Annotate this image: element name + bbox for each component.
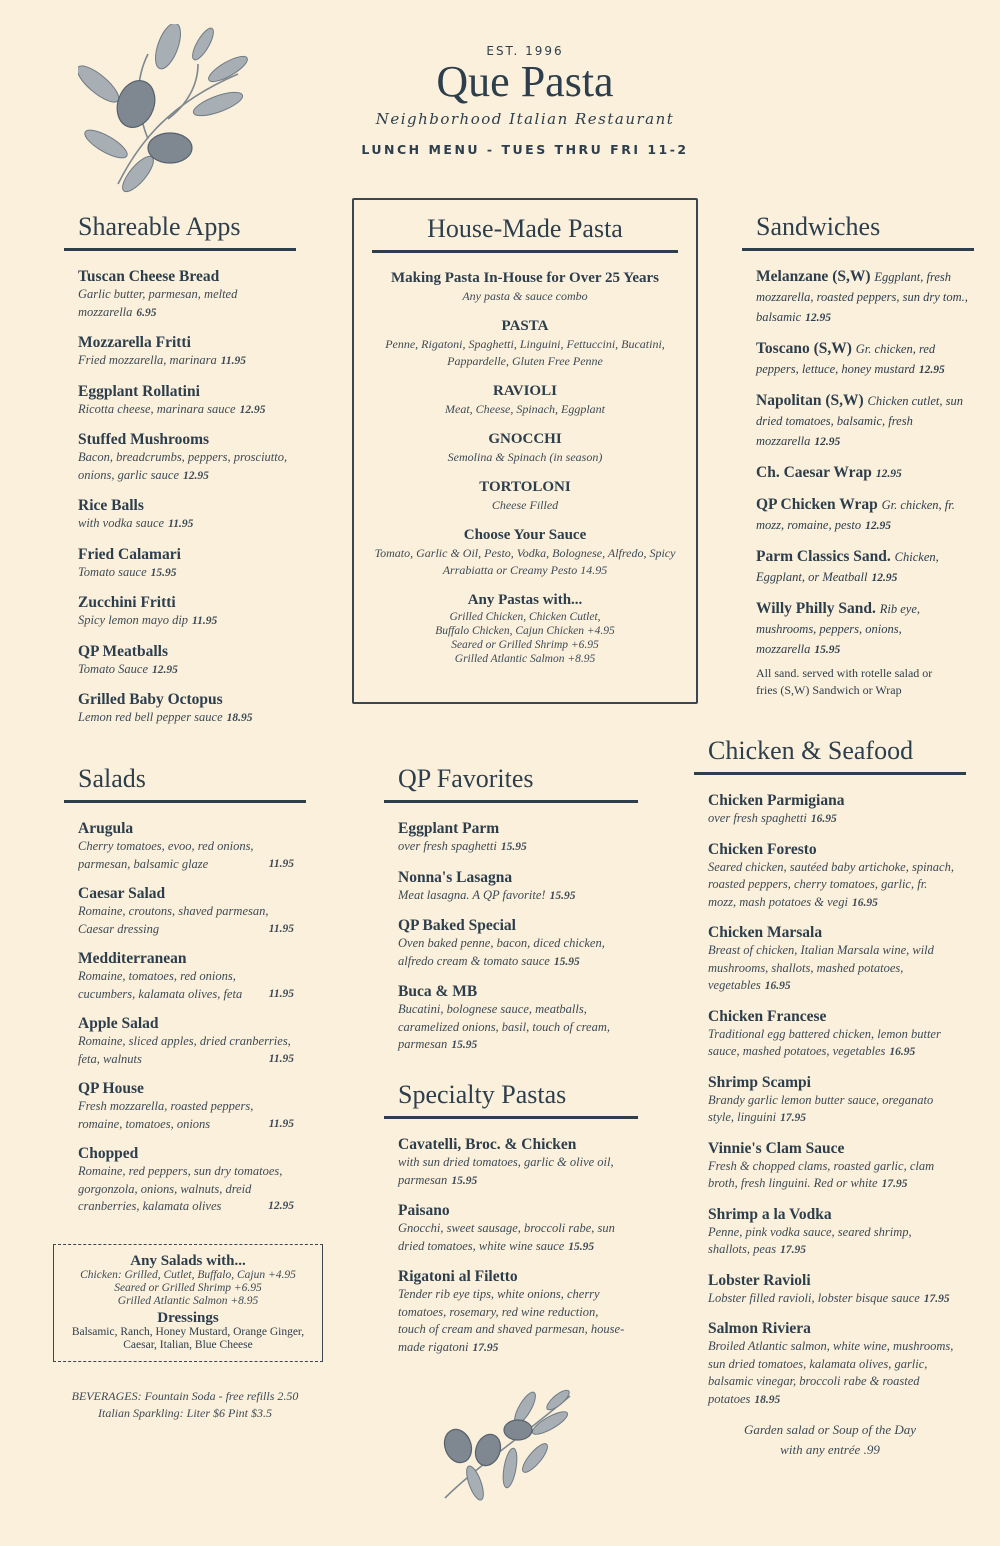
menu-item [78, 819, 294, 873]
item-price: 11.95 [268, 1052, 294, 1065]
item-price: 17.95 [881, 1178, 908, 1190]
item-name: Ch. Caesar Wrap [756, 464, 872, 481]
menu-item [78, 496, 296, 534]
menu-item [78, 545, 296, 583]
item-name: Grilled Baby Octopus [78, 691, 223, 708]
salads-title: Salads [64, 764, 306, 803]
pasta-block-heading: TORTOLONI [479, 479, 571, 495]
item-price: 16.95 [889, 1046, 916, 1058]
beverages-line: Italian Sparkling: Liter $6 Pint $3.5 [98, 1406, 272, 1420]
item-name: Zucchini Fritti [78, 594, 176, 611]
pasta-block [372, 526, 678, 579]
item-name: Cavatelli, Broc. & Chicken [398, 1136, 577, 1153]
item-description: Fresh & chopped clams, roasted garlic, clam broth, fresh linguini. Red or white [708, 1158, 935, 1190]
item-description: Tomato Sauce [78, 661, 149, 676]
item-description: Romaine, croutons, shaved parmesan, Caesar dressing [78, 904, 269, 936]
item-name: Salmon Riviera [708, 1320, 811, 1337]
item-name: Parm Classics Sand. [756, 548, 891, 565]
item-description: Chicken, Eggplant, or Meatball [756, 550, 939, 584]
item-name: Apple Salad [78, 1015, 159, 1032]
menu-item [398, 868, 628, 906]
item-name: QP Meatballs [78, 642, 168, 660]
item-description: Bucatini, bolognese sauce, meatballs, caramelized onions, basil, touch of cream, parmesan [398, 1002, 611, 1051]
addon-line: Caesar, Italian, Blue Cheese [123, 1339, 253, 1351]
pasta-block-heading: PASTA [501, 318, 549, 334]
item-description: Romaine, tomatoes, red onions, cucumbers, kalamata olives, feta [78, 969, 243, 1001]
beverages-line: BEVERAGES: Fountain Soda - free refills 2.50 [71, 1389, 299, 1403]
menu-item [756, 599, 968, 660]
menu-item [756, 339, 968, 380]
item-price: 15.95 [150, 566, 177, 579]
item-name: Mozzarella Fritti [78, 334, 191, 351]
item-name: Chicken Marsala [708, 924, 823, 941]
item-name: Chicken Francese [708, 1007, 827, 1025]
item-price: 11.95 [220, 355, 247, 367]
menu-item [398, 916, 628, 971]
menu-item [78, 593, 296, 631]
item-price: 15.95 [451, 1174, 478, 1187]
item-description: Romaine, sliced apples, dried cranberries, feta, walnuts [78, 1034, 291, 1066]
item-name: Tuscan Cheese Bread [78, 268, 220, 285]
item-description: Traditional egg battered chicken, lemon butter sauce, mashed potatoes, vegetables [708, 1026, 941, 1058]
item-price: 15.95 [500, 841, 527, 853]
item-price: 18.95 [754, 1393, 781, 1406]
favorites-section [384, 764, 638, 1066]
menu-item [708, 840, 954, 913]
pasta-block-desc: Cheese Filled [491, 498, 559, 512]
menu-item [398, 982, 628, 1055]
item-name: Medditerranean [78, 950, 187, 967]
menu-item [398, 819, 628, 857]
item-name: Willy Philly Sand. [756, 600, 876, 617]
addon-line: Grilled Chicken, Chicken Cutlet, [449, 611, 601, 623]
item-name: Chopped [78, 1145, 139, 1162]
item-price: 11.95 [268, 987, 294, 1000]
menu-item [756, 391, 968, 452]
item-description: Penne, pink vodka sauce, seared shrimp, shallots, peas [708, 1224, 912, 1256]
restaurant-name: Que Pasta [436, 57, 614, 106]
item-name: Napolitan (S,W) [756, 392, 864, 409]
addon-line: Buffalo Chicken, Cajun Chicken +4.95 [435, 625, 615, 637]
item-description: Gnocchi, sweet sausage, broccoli rabe, sun dried tomatoes, white wine sauce [398, 1221, 615, 1253]
pasta-addons-heading: Any Pastas with... [467, 592, 583, 608]
item-description: Rib eye, mushrooms, peppers, onions, mozzarella [756, 602, 921, 656]
pasta-block-heading: Choose Your Sauce [463, 527, 587, 543]
menu-item [78, 333, 296, 371]
item-price: 12.95 [918, 364, 945, 376]
item-price: 12.95 [183, 469, 209, 482]
favorites-title: QP Favorites [384, 764, 638, 803]
restaurant-tagline: Neighborhood Italian Restaurant [375, 110, 675, 128]
item-description: Spicy lemon mayo dip [78, 613, 189, 627]
menu-item [78, 690, 296, 728]
menu-item [78, 267, 296, 322]
item-name: Paisano [398, 1202, 450, 1219]
pasta-intro-desc: Any pasta & sauce combo [462, 289, 588, 303]
menu-item [78, 430, 296, 485]
menu-item [708, 791, 954, 829]
chicken-seafood-section [694, 736, 966, 1460]
item-description: Gr. chicken, fr. mozz, romaine, pesto [756, 498, 955, 532]
menu-item [78, 1014, 294, 1068]
item-name: Shrimp Scampi [708, 1073, 811, 1091]
item-price: 18.95 [226, 712, 253, 724]
item-name: Chicken Parmigiana [708, 792, 845, 809]
addon-line: Grilled Atlantic Salmon +8.95 [117, 1295, 259, 1307]
item-name: Buca & MB [398, 983, 478, 1000]
item-description: Tomato sauce [78, 564, 147, 579]
item-description: Cherry tomatoes, evoo, red onions, parmesan, balsamic glaze [78, 839, 254, 871]
item-price: 17.95 [472, 1341, 499, 1354]
menu-item [398, 1135, 628, 1190]
item-description: Eggplant, fresh mozzarella, roasted peppers, sun dry tom., balsamic [756, 270, 968, 324]
item-price: 11.95 [268, 922, 294, 935]
pasta-block [372, 478, 678, 514]
specialty-section [384, 1080, 638, 1368]
addon-line: Chicken: Grilled, Cutlet, Buffalo, Cajun +4.95 [80, 1269, 296, 1281]
item-description: Garlic butter, parmesan, melted mozzarella [78, 287, 238, 319]
shareable-apps-section [64, 212, 296, 739]
item-name: Fried Calamari [78, 545, 181, 563]
item-name: QP House [78, 1080, 144, 1097]
item-name: QP Baked Special [398, 917, 516, 934]
entree-note: Garden salad or Soup of the Day [743, 1422, 917, 1437]
dressings-heading: Dressings [157, 1310, 219, 1326]
item-name: Nonna's Lasagna [398, 868, 513, 886]
item-price: 11.95 [268, 857, 294, 870]
item-price: 12.95 [814, 436, 841, 448]
menu-item [756, 547, 968, 588]
menu-hours: LUNCH MENU - TUES THRU FRI 11-2 [361, 142, 689, 157]
pasta-block [372, 317, 678, 370]
item-description: Bacon, breadcrumbs, peppers, prosciutto, onions, garlic sauce [78, 450, 288, 482]
item-description: over fresh spaghetti [708, 811, 807, 825]
pasta-block [372, 382, 678, 418]
item-description: over fresh spaghetti [398, 839, 497, 853]
menu-item [756, 463, 968, 484]
item-description: Broiled Atlantic salmon, white wine, mushrooms, sun dried tomatoes, kalamata olives, garlic, balsamic vinegar, broccoli rabe & roasted potatoes [708, 1339, 954, 1406]
item-price: 12.95 [871, 572, 898, 584]
olive-branch-icon [78, 24, 248, 194]
item-price: 11.95 [168, 518, 194, 530]
addon-line: Seared or Grilled Shrimp +6.95 [451, 639, 599, 651]
item-description: Brandy garlic lemon butter sauce, oreganato style, linguini [708, 1092, 934, 1124]
pasta-block-desc: Semolina & Spinach (in season) [447, 450, 603, 464]
item-description: Fresh mozzarella, roasted peppers, romaine, tomatoes, onions [78, 1099, 254, 1131]
item-price: 15.95 [814, 644, 841, 656]
sandwiches-section [742, 212, 974, 699]
item-price: 12.95 [152, 663, 178, 676]
item-price: 16.95 [810, 813, 837, 825]
pasta-block-heading: RAVIOLI [493, 383, 557, 399]
menu-item [78, 382, 296, 420]
menu-item [78, 884, 294, 938]
est-label: EST. 1996 [486, 44, 564, 58]
menu-item [708, 1205, 954, 1260]
item-description: Meat lasagna. A QP favorite! [398, 887, 546, 902]
olive-branch-icon [430, 1388, 575, 1503]
item-price: 15.95 [568, 1240, 595, 1253]
menu-item [708, 1007, 954, 1062]
item-description: Tender rib eye tips, white onions, cherry tomatoes, rosemary, red wine reduction, touch of cream and shaved parmesan, house-made rigatoni [398, 1287, 625, 1354]
menu-item [708, 1271, 954, 1309]
house-pasta-box [352, 198, 698, 704]
item-price: 16.95 [851, 896, 878, 909]
addon-line: Grilled Atlantic Salmon +8.95 [454, 653, 596, 665]
menu-item [398, 1267, 628, 1357]
item-description: Fried mozzarella, marinara [78, 353, 217, 367]
item-description: with vodka sauce [78, 516, 165, 530]
item-name: Caesar Salad [78, 885, 166, 902]
item-price: 15.95 [451, 1039, 478, 1051]
menu-item [708, 1319, 954, 1409]
item-price: 17.95 [923, 1292, 950, 1305]
item-name: Stuffed Mushrooms [78, 431, 210, 448]
item-name: Rice Balls [78, 497, 144, 514]
item-price: 17.95 [780, 1112, 806, 1124]
item-name: Rigatoni al Filetto [398, 1268, 518, 1285]
sandwiches-title: Sandwiches [742, 212, 974, 251]
menu-item [756, 495, 968, 536]
item-description: Lemon red bell pepper sauce [78, 710, 223, 724]
item-description: Breast of chicken, Italian Marsala wine, wild mushrooms, shallots, mashed potatoes, vegetables [708, 943, 934, 992]
specialty-title: Specialty Pastas [384, 1080, 638, 1119]
pasta-block-desc: Meat, Cheese, Spinach, Eggplant [445, 402, 605, 416]
item-description: Gr. chicken, red peppers, lettuce, honey mustard [756, 342, 936, 376]
salad-addons-box [53, 1244, 323, 1362]
item-price: 11.95 [192, 615, 218, 627]
beverages-note [60, 1388, 310, 1422]
item-description: Romaine, red peppers, sun dry tomatoes, gorgonzola, onions, walnuts, dreid cranberries, kalamata olives [78, 1164, 283, 1213]
item-price: 15.95 [549, 889, 576, 902]
item-price: 12.95 [875, 468, 902, 480]
item-name: Vinnie's Clam Sauce [708, 1139, 845, 1157]
pasta-block-heading: GNOCCHI [488, 431, 562, 447]
item-price: 12.95 [268, 1200, 294, 1212]
item-description: Ricotta cheese, marinara sauce [78, 401, 236, 416]
item-name: Toscano (S,W) [756, 340, 852, 357]
pasta-block [372, 430, 678, 466]
item-description: Chicken cutlet, sun dried tomatoes, balsamic, fresh mozzarella [756, 394, 963, 448]
pasta-intro-heading: Making Pasta In-House for Over 25 Years [390, 270, 660, 286]
addon-line: Balsamic, Ranch, Honey Mustard, Orange Ginger, [71, 1326, 305, 1338]
item-price: 12.95 [805, 312, 832, 324]
chicken-seafood-title: Chicken & Seafood [694, 736, 966, 775]
menu-item [78, 1079, 294, 1133]
item-price: 6.95 [136, 306, 157, 319]
item-name: Lobster Ravioli [708, 1271, 811, 1289]
item-price: 17.95 [780, 1244, 806, 1256]
item-name: Chicken Foresto [708, 840, 817, 858]
shareable-apps-title: Shareable Apps [64, 212, 296, 251]
addon-line: Seared or Grilled Shrimp +6.95 [114, 1282, 262, 1294]
menu-item [398, 1201, 628, 1256]
item-price: 12.95 [239, 403, 266, 416]
item-name: Eggplant Rollatini [78, 382, 200, 400]
entree-note: with any entrée .99 [780, 1442, 880, 1457]
item-price: 12.95 [865, 520, 891, 532]
pasta-block-desc: Tomato, Garlic & Oil, Pesto, Vodka, Bolognese, Alfredo, Spicy Arrabiatta or Creamy Pesto 14.95 [374, 546, 676, 577]
house-pasta-title: House-Made Pasta [372, 214, 678, 253]
menu-item [78, 949, 294, 1003]
menu-item [708, 1139, 954, 1194]
menu-item [78, 1144, 294, 1216]
item-name: Shrimp a la Vodka [708, 1205, 832, 1223]
item-price: 11.95 [268, 1117, 294, 1130]
sandwiches-note: All sand. served with rotelle salad or fries (S,W) Sandwich or Wrap [756, 666, 933, 697]
menu-item [78, 642, 296, 680]
item-description: Oven baked penne, bacon, diced chicken, alfredo cream & tomato sauce [398, 936, 605, 968]
item-description: Seared chicken, sautéed baby artichoke, spinach, roasted peppers, cherry tomatoes, garlic, fr. mozz, mash potatoes & vegi [708, 859, 954, 909]
item-name: Arugula [78, 820, 134, 837]
item-name: Eggplant Parm [398, 820, 500, 837]
menu-item [756, 267, 968, 328]
item-price: 15.95 [553, 955, 580, 968]
item-description: Lobster filled ravioli, lobster bisque sauce [708, 1290, 920, 1305]
item-description: with sun dried tomatoes, garlic & olive oil, parmesan [398, 1155, 614, 1187]
salads-section [64, 764, 306, 1227]
item-name: QP Chicken Wrap [756, 496, 878, 513]
item-price: 16.95 [764, 980, 791, 992]
salad-addons-heading: Any Salads with... [130, 1253, 246, 1269]
menu-item [708, 1073, 954, 1128]
menu-item [708, 923, 954, 996]
pasta-block-desc: Penne, Rigatoni, Spaghetti, Linguini, Fettuccini, Bucatini, Pappardelle, Gluten Free Penne [385, 337, 665, 368]
item-name: Melanzane (S,W) [756, 268, 871, 285]
